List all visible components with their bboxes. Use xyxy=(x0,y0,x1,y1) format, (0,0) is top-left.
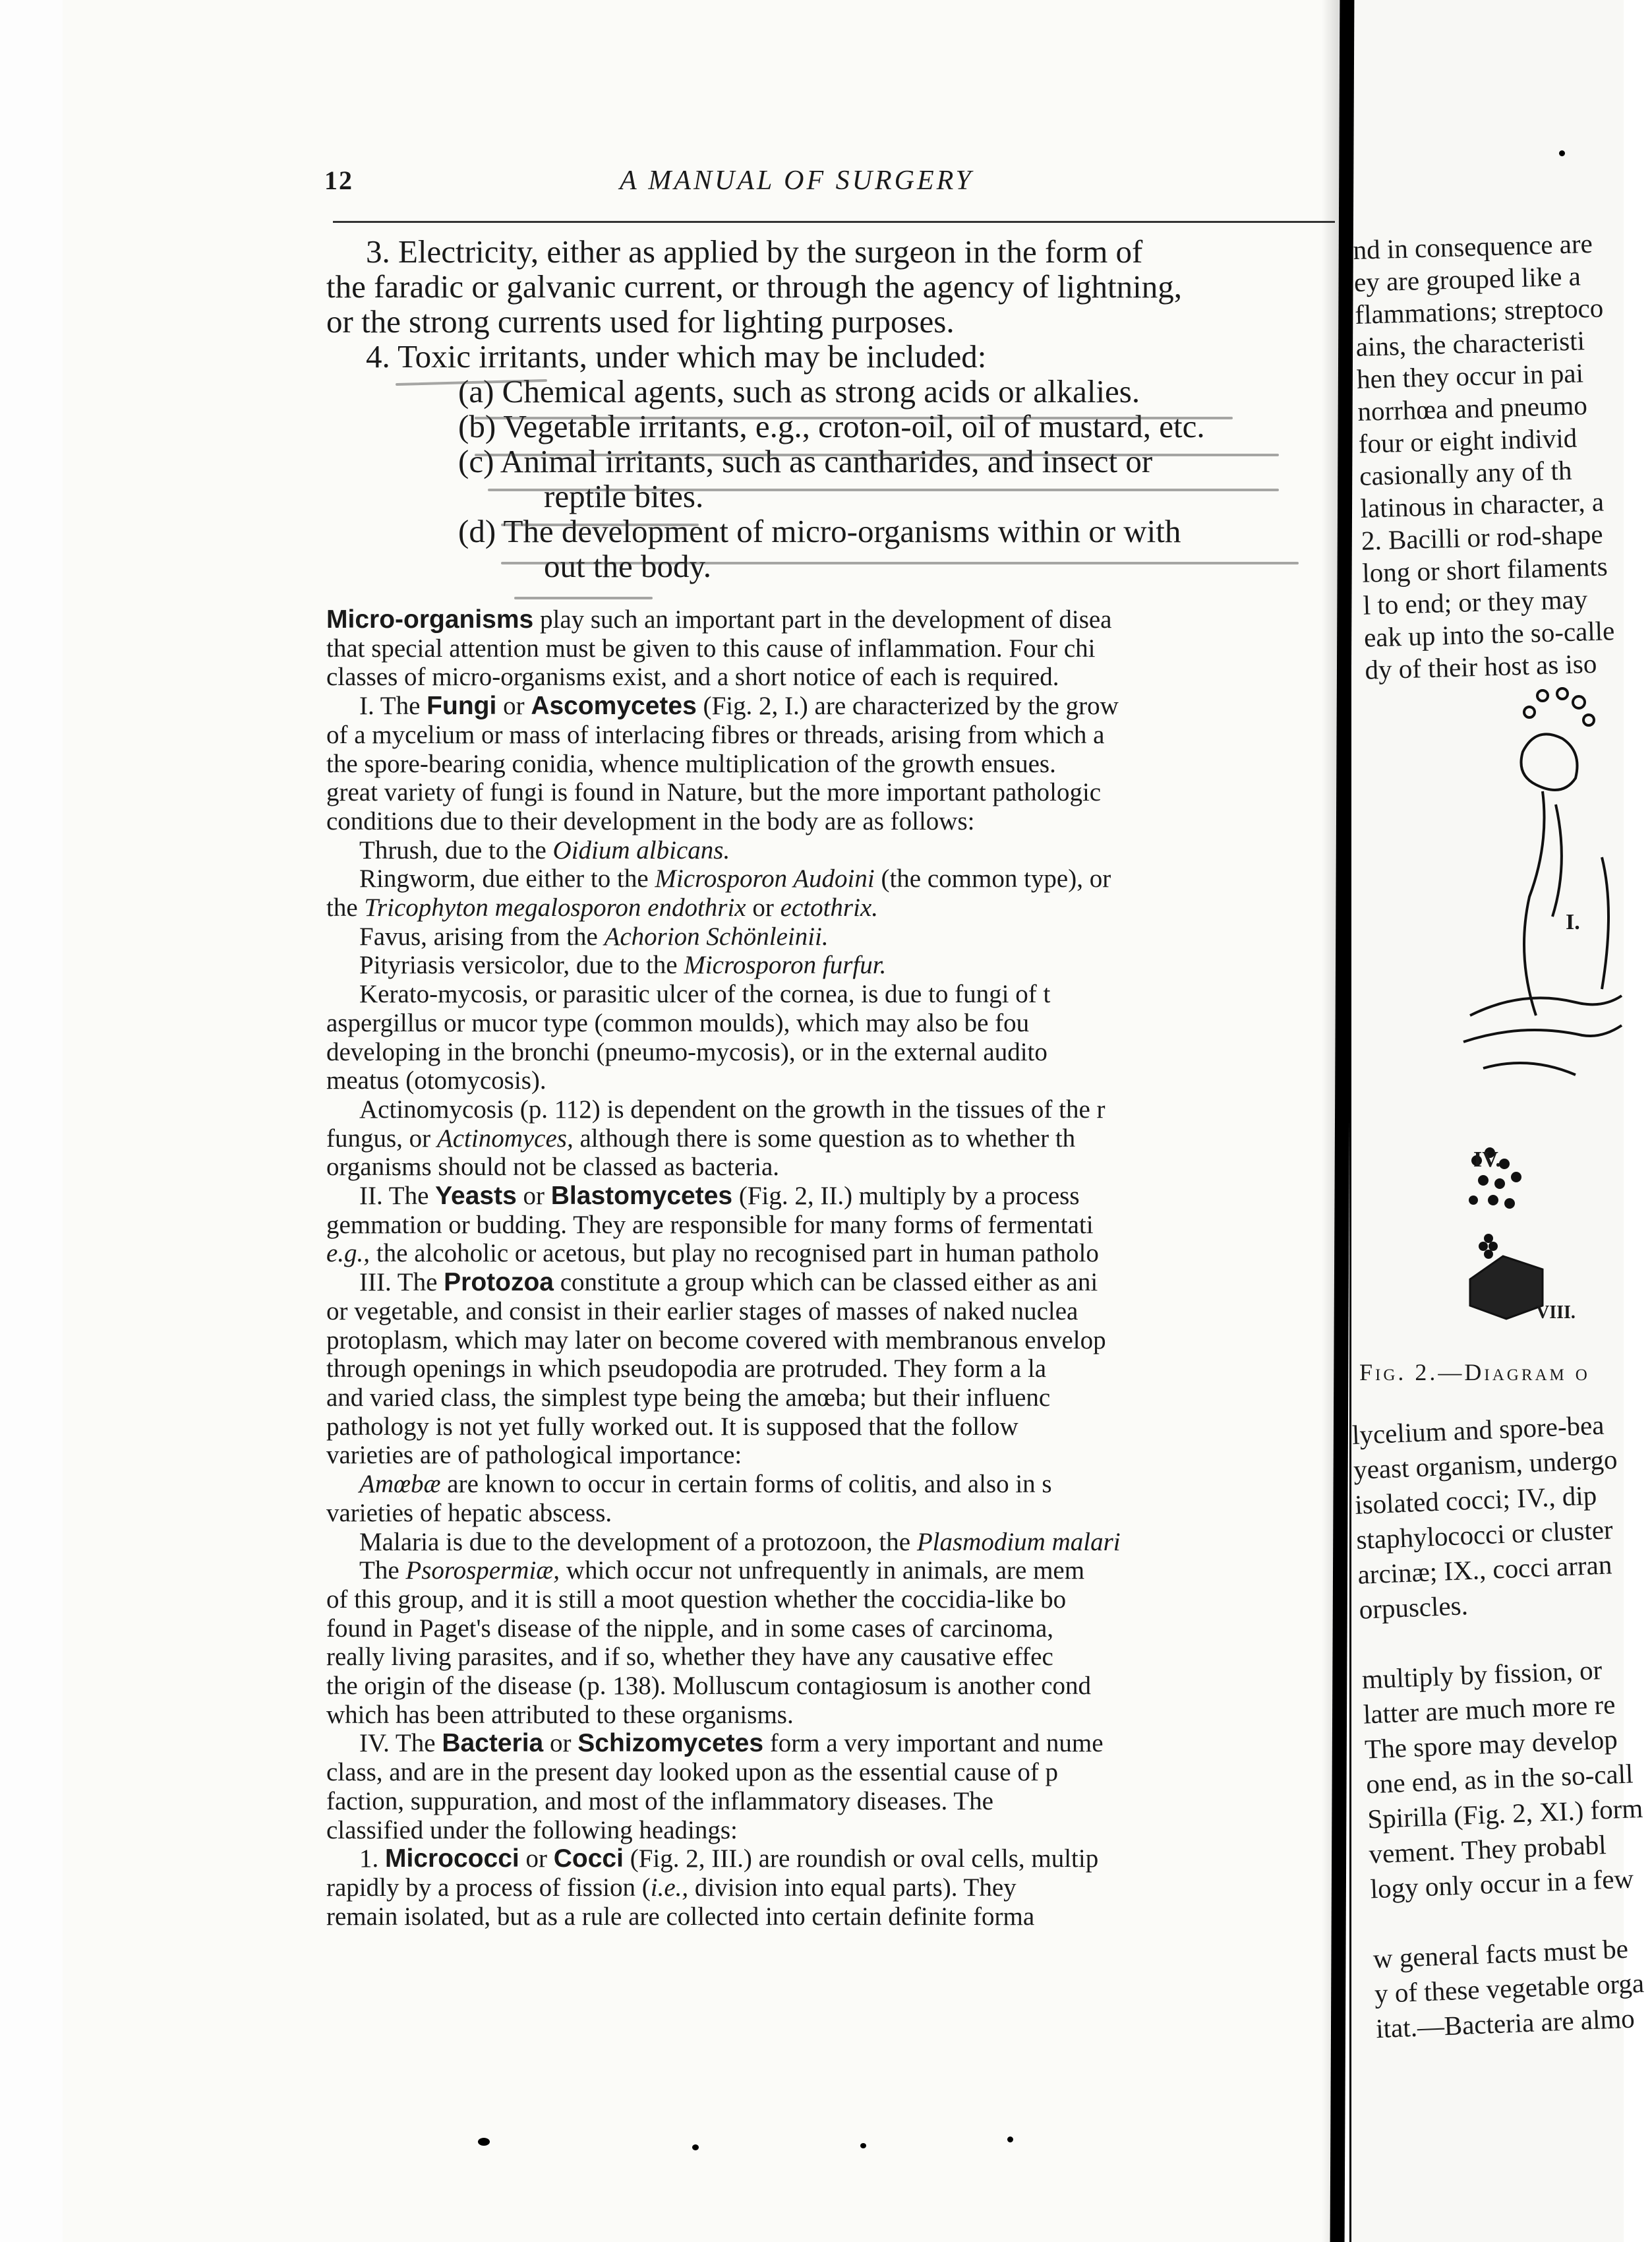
facing-line: 2. Bacilli or rod-shape xyxy=(1361,518,1604,556)
paragraph-line: or vegetable, and consist in their earlier stages of masses of naked nuclea xyxy=(326,1296,1078,1325)
facing-line: isolated cocci; IV., dip xyxy=(1354,1480,1597,1520)
facing-line: multiply by fission, or xyxy=(1361,1654,1603,1695)
term-micrococci: Micrococci xyxy=(385,1844,519,1873)
diplococcus xyxy=(1484,1234,1493,1243)
facing-line: arcinæ; IX., cocci arran xyxy=(1357,1549,1613,1590)
cause-4c: (c) Animal irritants, such as cantharides, and insect or xyxy=(458,443,1153,479)
facing-line: itat.—Bacteria are almo xyxy=(1375,2003,1636,2044)
left-page-text xyxy=(326,233,1335,1931)
facing-line: l to end; or they may xyxy=(1363,584,1588,621)
paragraph-line: conditions due to their development in the body are as follows: xyxy=(326,806,975,835)
facing-line: long or short filaments xyxy=(1361,551,1608,588)
paragraph-line: fungus, or Actinomyces, although there is some question as to whether th xyxy=(326,1124,1076,1153)
facing-line: vement. They probabl xyxy=(1368,1829,1607,1869)
paragraph-line: developing in the bronchi (pneumo-mycosis), or in the external audito xyxy=(326,1037,1047,1066)
facing-line: hen they occur in pai xyxy=(1356,357,1584,394)
pencil-underline xyxy=(488,489,1279,491)
cause-4c-cont: reptile bites. xyxy=(544,478,704,514)
coccus xyxy=(1504,1198,1515,1209)
paragraph-line: of a mycelium or mass of interlacing fibres or threads, arising from which a xyxy=(326,720,1105,749)
page-number: 12 xyxy=(324,166,353,195)
scanner-margin xyxy=(0,0,64,2242)
figure-caption: Fig. 2.—Diagram o xyxy=(1359,1359,1590,1385)
cause-4b: (b) Vegetable irritants, e.g., croton-oil, oil of mustard, etc. xyxy=(458,408,1205,444)
paragraph-line: the origin of the disease (p. 138). Molluscum contagiosum is another cond xyxy=(326,1672,1092,1701)
paragraph-line: 1. Micrococci or Cocci (Fig. 2, III.) are roundish or oval cells, multip xyxy=(359,1844,1099,1873)
cause-4-heading: 4. Toxic irritants, under which may be included: xyxy=(366,338,987,375)
scan-speck xyxy=(692,2144,699,2150)
facing-line: yeast organism, undergo xyxy=(1353,1443,1618,1485)
facing-line: y of these vegetable orga xyxy=(1374,1967,1645,2009)
paragraph-line: remain isolated, but as a rule are collected into certain definite forma xyxy=(326,1902,1035,1931)
causes-list xyxy=(326,234,1335,584)
facing-line: nd in consequence are xyxy=(1353,227,1593,265)
sarcina-cube xyxy=(1470,1256,1543,1319)
cause-4a: (a) Chemical agents, such as strong acids or alkalies. xyxy=(458,373,1140,409)
cause-3-line-3: or the strong currents used for lighting purposes. xyxy=(326,303,955,340)
facing-page-text-upper xyxy=(1353,227,1629,686)
paragraph-line: gemmation or budding. They are responsible for many forms of fermentati xyxy=(326,1210,1094,1239)
paragraph-line: Kerato-mycosis, or parasitic ulcer of the cornea, is due to fungi of t xyxy=(359,980,1051,1009)
paragraph-line: meatus (otomycosis). xyxy=(326,1066,546,1095)
spore xyxy=(1557,688,1568,699)
paragraph-line: IV. The Bacteria or Schizomycetes form a very important and nume xyxy=(359,1729,1104,1758)
figure-label-viii: VIII. xyxy=(1536,1302,1576,1323)
term-protozoa: Protozoa xyxy=(444,1268,554,1297)
paragraph-line: pathology is not yet fully worked out. It is supposed that the follow xyxy=(326,1412,1018,1441)
diplococcus xyxy=(1484,1250,1493,1259)
figure-label-iv: IV. xyxy=(1473,1147,1501,1172)
paragraph-line: that special attention must be given to this cause of inflammation. Four chi xyxy=(326,634,1096,663)
mycelium-thread xyxy=(1470,996,1622,1015)
diplococcus xyxy=(1489,1242,1498,1251)
scan-speck xyxy=(1559,150,1565,156)
facing-line: latter are much more re xyxy=(1363,1689,1616,1730)
paragraph-line: classified under the following headings: xyxy=(326,1815,738,1844)
coccus xyxy=(1478,1175,1489,1186)
spore xyxy=(1573,696,1585,708)
figure-label-i: I. xyxy=(1566,910,1580,934)
cause-3-line-1: 3. Electricity, either as applied by the surgeon in the form of xyxy=(366,233,1143,270)
cause-4d-cont: out the body. xyxy=(544,548,712,584)
pencil-underline xyxy=(475,454,1279,456)
header-rule xyxy=(333,221,1335,223)
facing-line: ey are grouped like a xyxy=(1353,260,1581,297)
diplococcus xyxy=(1479,1242,1488,1251)
mycelium-thread xyxy=(1463,1025,1622,1042)
term-fungi: Fungi xyxy=(427,692,497,721)
paragraph-line: II. The Yeasts or Blastomycetes (Fig. 2, II.) multiply by a process xyxy=(359,1182,1080,1211)
paragraph-line: classes of micro-organisms exist, and a short notice of each is required. xyxy=(326,663,1059,692)
pencil-underline xyxy=(501,562,1299,564)
term-schizomycetes: Schizomycetes xyxy=(577,1729,764,1758)
term-bacteria: Bacteria xyxy=(442,1729,544,1758)
pencil-underline xyxy=(501,524,699,526)
paragraph-line: through openings in which pseudopodia are protruded. They form a la xyxy=(326,1354,1047,1383)
spore xyxy=(1524,707,1535,717)
paragraph-line: III. The Protozoa constitute a group which can be classed either as ani xyxy=(359,1268,1098,1297)
scan-speck xyxy=(860,2143,866,2148)
paragraph-line: I. The Fungi or Ascomycetes (Fig. 2, I.) are characterized by the grow xyxy=(359,692,1119,721)
facing-line: one end, as in the so-call xyxy=(1365,1758,1634,1800)
running-title: A MANUAL OF SURGERY xyxy=(620,166,974,196)
facing-line: latinous in character, a xyxy=(1359,486,1605,524)
paragraph-line: aspergillus or mucor type (common moulds), which may also be fou xyxy=(326,1008,1030,1037)
paragraph-line: really living parasites, and if so, whether they have any causative effec xyxy=(326,1643,1053,1672)
paragraph-line: Thrush, due to the Oidium albicans. xyxy=(359,835,730,864)
paragraph-line: and varied class, the simplest type being the amœba; but their influenc xyxy=(326,1383,1051,1412)
term-ascomycetes: Ascomycetes xyxy=(531,692,697,721)
facing-line: casionally any of th xyxy=(1359,454,1572,491)
term-micro-organisms: Micro-organisms xyxy=(326,605,534,634)
cause-4d: (d) The development of micro-organisms within or with xyxy=(458,513,1181,549)
paragraph-line: which has been attributed to these organisms. xyxy=(326,1700,794,1729)
paragraph-line: rapidly by a process of fission (i.e., division into equal parts). They xyxy=(326,1873,1017,1902)
paragraph-line: the Tricophyton megalosporon endothrix or ectothrix. xyxy=(326,894,878,923)
scan-speck xyxy=(478,2138,490,2146)
paragraph-line: Malaria is due to the development of a protozoon, the Plasmodium malari xyxy=(359,1527,1121,1556)
spore xyxy=(1537,690,1548,701)
coccus xyxy=(1494,1178,1505,1189)
pencil-underline xyxy=(475,417,1233,419)
hypha xyxy=(1524,791,1545,1015)
spore xyxy=(1583,715,1594,725)
facing-line: ains, the characteristi xyxy=(1355,325,1585,362)
facing-line: Spirilla (Fig. 2, XI.) form xyxy=(1367,1792,1643,1834)
facing-line: eak up into the so-calle xyxy=(1363,615,1615,653)
term-yeasts: Yeasts xyxy=(435,1182,517,1211)
paragraph-line: Amœbæ are known to occur in certain forms of colitis, and also in s xyxy=(359,1470,1052,1499)
paragraph-line: Micro-organisms play such an important part in the development of disea xyxy=(326,605,1112,634)
cause-3-line-2: the faradic or galvanic current, or through the agency of lightning, xyxy=(326,268,1183,305)
micro-organisms-section xyxy=(326,605,1335,1931)
paragraph-line: the spore-bearing conidia, whence multiplication of the growth ensues. xyxy=(326,749,1056,778)
paragraph-line: great variety of fungi is found in Nature, but the more important pathologic xyxy=(326,778,1102,807)
paragraph-line: Ringworm, due either to the Microsporon Audoini (the common type), or xyxy=(359,864,1111,894)
paragraph-line: class, and are in the present day looked upon as the essential cause of p xyxy=(326,1758,1059,1787)
paragraph-line: e.g., the alcoholic or acetous, but play no recognised part in human patholo xyxy=(326,1239,1099,1268)
facing-line: w general facts must be xyxy=(1372,1933,1629,1974)
paragraph-line: faction, suppuration, and most of the inflammatory diseases. The xyxy=(326,1786,993,1815)
coccus xyxy=(1488,1195,1498,1205)
paragraph-line: of this group, and it is still a moot question whether the coccidia-like bo xyxy=(326,1585,1067,1614)
hypha xyxy=(1552,804,1562,917)
term-cocci: Cocci xyxy=(553,1844,624,1873)
coccus xyxy=(1469,1196,1478,1205)
paragraph-line: organisms should not be classed as bacteria. xyxy=(326,1153,780,1182)
paragraph-line: Actinomycosis (p. 112) is dependent on the growth in the tissues of the r xyxy=(359,1095,1106,1124)
paragraph-line: varieties of hepatic abscess. xyxy=(326,1498,612,1527)
pencil-underline xyxy=(514,597,653,599)
term-blastomycetes: Blastomycetes xyxy=(550,1182,733,1211)
facing-line: logy only occur in a few xyxy=(1369,1863,1634,1904)
paragraph-line: The Psorospermiæ, which occur not unfrequently in animals, are mem xyxy=(359,1556,1085,1585)
paragraph-line: varieties are of pathological importance: xyxy=(326,1441,742,1470)
facing-page-text-lower xyxy=(1351,1407,1643,2046)
hypha xyxy=(1602,857,1608,989)
paragraph-line: Pityriasis versicolor, due to the Microsporon furfur. xyxy=(359,951,887,980)
conidial-head xyxy=(1521,734,1578,790)
paragraph-line: protoplasm, which may later on become covered with membranous envelop xyxy=(326,1325,1106,1354)
facing-line: norrhœa and pneumo xyxy=(1357,390,1588,427)
facing-line: four or eight individ xyxy=(1358,422,1578,459)
mycelium-thread xyxy=(1483,1063,1576,1075)
facing-line: flammations; streptoco xyxy=(1354,292,1604,330)
scan-speck xyxy=(1007,2136,1013,2142)
facing-line: staphylococci or cluster xyxy=(1355,1514,1614,1555)
facing-line: lycelium and spore-bea xyxy=(1351,1409,1605,1450)
coccus xyxy=(1511,1172,1521,1182)
facing-line: dy of their host as iso xyxy=(1364,648,1597,685)
facing-line: The spore may develop xyxy=(1364,1724,1618,1765)
facing-line: orpuscles. xyxy=(1358,1590,1469,1625)
figure-2-diagram xyxy=(1444,673,1622,1319)
paragraph-line: Favus, arising from the Achorion Schönleinii. xyxy=(359,922,829,951)
paragraph-line: found in Paget's disease of the nipple, and in some cases of carcinoma, xyxy=(326,1614,1054,1643)
